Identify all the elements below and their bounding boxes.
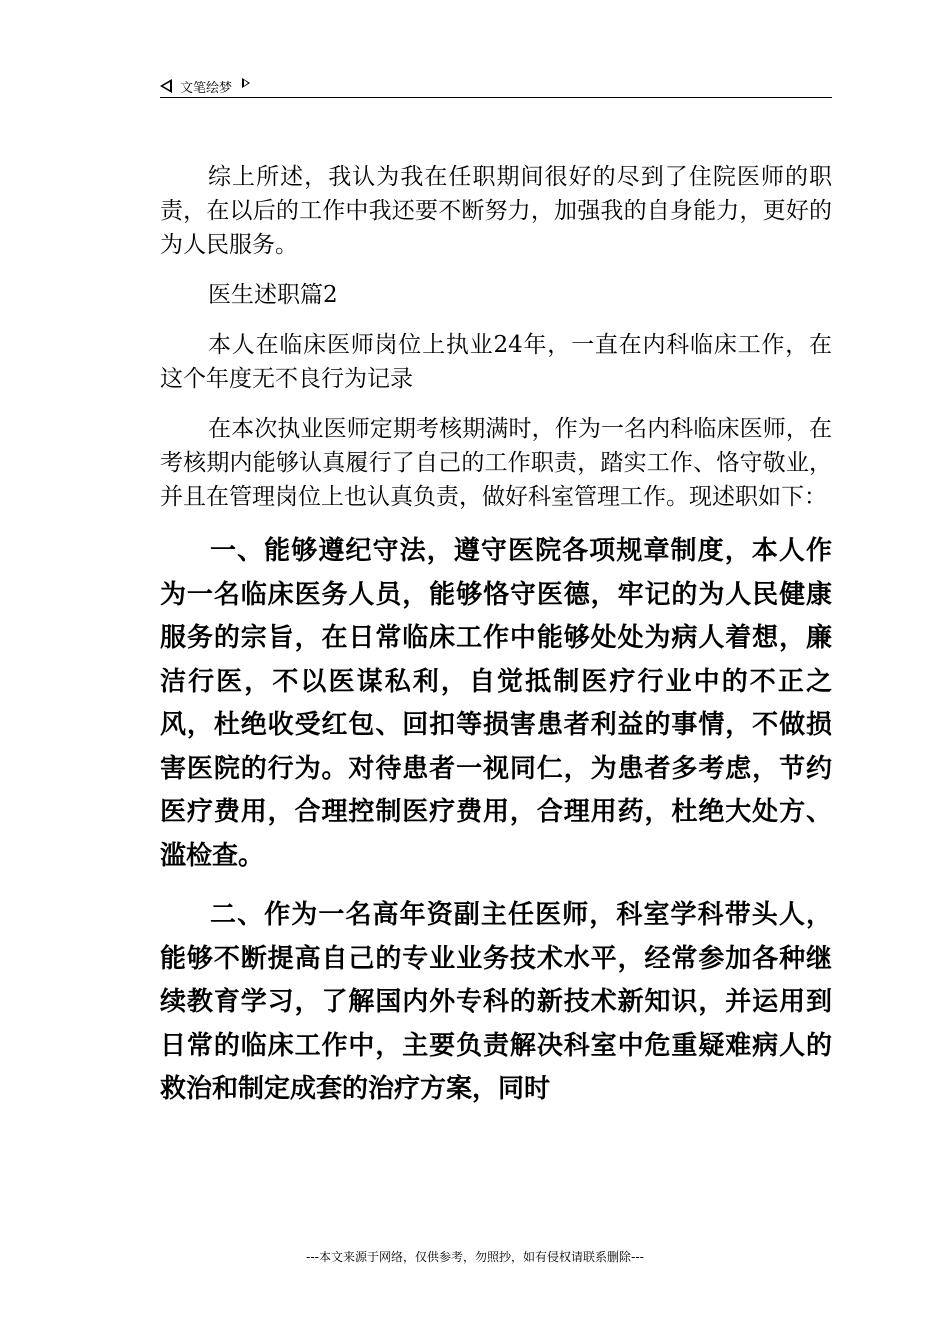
paragraph-intro: 本人在临床医师岗位上执业24年，一直在内科临床工作，在这个年度无不良行为记录 [160, 332, 832, 392]
paragraph-assessment: 在本次执业医师定期考核期满时，作为一名内科临床医师，在考核期内能够认真履行了自己的工作职责，踏实工作、恪守敬业，并且在管理岗位上也认真负责，做好科室管理工作。现述职如下： [160, 416, 832, 510]
paragraph-point-one: 一、能够遵纪守法，遵守医院各项规章制度，本人作为一名临床医务人员，能够恪守医德，牢记的为人民健康服务的宗旨，在日常临床工作中能够处处为病人着想，廉洁行医，不以医谋私利，自觉抵制医疗行业中的不正之风，杜绝收受红包、回扣等损害患者利益的事情，不做损害医院的行为。对待患者一视同仁，为患者多考虑，节约医疗费用，合理控制医疗费用，合理用药，杜绝大处方、滥检查。 [160, 536, 832, 871]
header-title: 文笔绘梦 [180, 80, 233, 96]
page-footer: ---本文来源于网络，仅供参考，勿照抄，如有侵权请联系删除--- [306, 1250, 644, 1264]
triangle-left-icon [160, 79, 172, 93]
page-header [160, 72, 832, 100]
paragraph-point-two: 二、作为一名高年资副主任医师，科室学科带头人，能够不断提高自己的专业业务技术水平，经常参加各种继续教育学习，了解国内外专科的新技术新知识，并运用到日常的临床工作中，主要负责解决科室中危重疑难病人的救治和制定成套的治疗方案，同时 [160, 900, 832, 1104]
header-divider [160, 97, 832, 98]
section-heading: 医生述职篇2 [208, 282, 338, 308]
paragraph-summary: 综上所述，我认为我在任职期间很好的尽到了住院医师的职责，在以后的工作中我还要不断努力，加强我的自身能力，更好的为人民服务。 [160, 164, 832, 258]
triangle-right-icon [242, 78, 250, 88]
document-body [160, 160, 832, 1128]
